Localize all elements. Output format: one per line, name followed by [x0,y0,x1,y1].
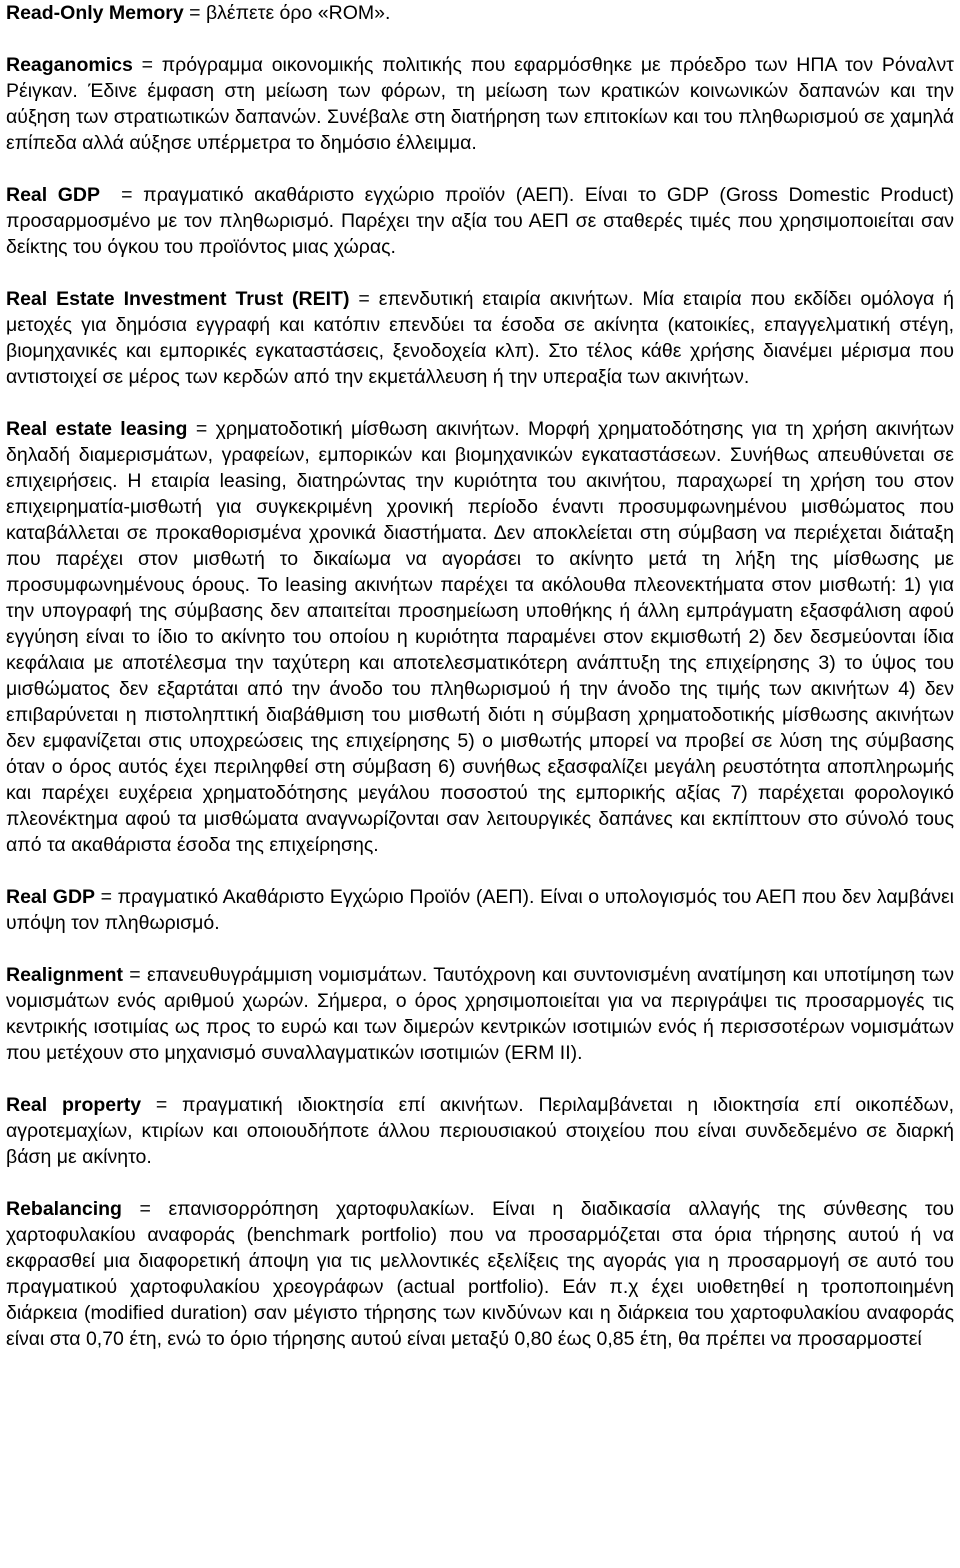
glossary-definition: = επενδυτική εταιρία ακινήτων. Μία εταιρία που εκδίδει ομόλογα ή μετοχές για δημόσια εγγραφή και κατόπιν επενδύει τα έσοδα σε ακίνητα (κατοικίες, επαγγελματική στέγη, βιομηχανικές και εμπορικές εγκαταστάσεις, ξενοδοχεία κλπ). Στο τέλος κάθε χρήσης διανέμει μέρισμα που αντιστοιχεί σε μέρος των κερδών από την εκμετάλλευση ή την υπεραξία των ακινήτων. [6,288,954,388]
glossary-term: Real property [6,1094,142,1116]
glossary-definition: = επανευθυγράμμιση νομισμάτων. Ταυτόχρονη και συντονισμένη ανατίμηση και υποτίμηση των νομισμάτων ενός αριθμού χωρών. Σήμερα, ο όρος χρησιμοποιείται για να περιγράψει τις προσαρμογές τις κεντρικής ισοτιμίας ως προς το ευρώ και των διμερών κεντρικών ισοτιμιών ενός ή περισσοτέρων νομισμάτων που μετέχουν στο μηχανισμό συναλλαγματικών ισοτιμιών (ERM II). [6,964,954,1064]
glossary-entry-reaganomics [6,52,954,156]
glossary-definition: = πραγματικό ακαθάριστο εγχώριο προϊόν (ΑΕΠ). Είναι το GDP (Gross Domestic Product) προσαρμοσμένο με τον πληθωρισμό. Παρέχει την αξία του ΑΕΠ σε σταθερές τιμές που χρησιμοποιείται σαν δείκτης του όγκου του προϊόντος μιας χώρας. [6,184,960,258]
glossary-term: Real GDP [6,184,101,206]
glossary-entry-real-gdp-2 [6,884,954,936]
glossary-term: Real GDP [6,886,96,908]
glossary-definition: = πρόγραμμα οικονομικής πολιτικής που εφαρμόσθηκε με πρόεδρο των ΗΠΑ τον Ρόναλντ Ρέιγκαν. Έδινε έμφαση στη μείωση των φόρων, τη μείωση των κρατικών κοινωνικών δαπανών και την αύξηση των στρατιωτικών δαπανών. Συνέβαλε στη διατήρηση των επιτοκίων και του πληθωρισμού σε χαμηλά επίπεδα αλλά αύξησε υπέρμετρα το δημόσιο έλλειμμα. [6,54,954,154]
glossary-entry-read-only-memory [6,0,954,26]
glossary-term: Real estate leasing [6,418,188,440]
glossary-definition: = βλέπετε όρο «ROM». [183,2,391,24]
glossary-definition: = πραγματική ιδιοκτησία επί ακινήτων. Περιλαμβάνεται η ιδιοκτησία επί οικοπέδων, αγροτεμαχίων, κτιρίων και οποιουδήποτε άλλου περιουσιακού στοιχείου που είναι συνδεδεμένο σε διαρκή βάση με ακίνητο. [6,1094,955,1168]
glossary-entry-real-gdp [6,182,960,260]
glossary-term: Rebalancing [6,1198,122,1220]
glossary-entry-real-estate-leasing [6,416,954,858]
glossary-term: Reaganomics [6,54,133,76]
glossary-entry-reit [6,286,954,390]
glossary-definition: = πραγματικό Ακαθάριστο Εγχώριο Προϊόν (ΑΕΠ). Είναι ο υπολογισμός του ΑΕΠ που δεν λαμβάνει υπόψη τον πληθωρισμό. [6,886,954,934]
glossary-term: Realignment [6,964,124,986]
glossary-definition: = επανισορρόπηση χαρτοφυλακίων. Είναι η διαδικασία αλλαγής της σύνθεσης του χαρτοφυλακίου αναφοράς (benchmark portfolio) που να προσαρμόζεται στα όρια τήρησης αυτού ή να εκφρασθεί μια διαφορετική άποψη για τις μελλοντικές εξελίξεις της αγοράς για η προσαρμογή σε αυτό του πραγματικού χαρτοφυλακίου χρεογράφων (actual portfolio). Εάν π.χ έχει υιοθετηθεί η τροποποιημένη διάρκεια (modified duration) σαν μέγιστο τήρησης των κινδύνων και η διάρκεια του χαρτοφυλακίου αναφοράς είναι στα 0,70 έτη, ενώ το όριο τήρησης αυτού είναι μεταξύ 0,80 έως 0,85 έτη, θα πρέπει να προσαρμοστεί [6,1198,954,1350]
glossary-entry-rebalancing [6,1196,954,1352]
glossary-term: Read-Only Memory [6,2,184,24]
glossary-definition: = χρηματοδοτική μίσθωση ακινήτων. Μορφή χρηματοδότησης για τη χρήση ακινήτων δηλαδή διαμερισμάτων, γραφείων, εμπορικών και βιομηχανικών εγκαταστάσεων. Συνήθως απευθύνεται σε επιχειρήσεις. Η εταιρία leasing, διατηρώντας την κυριότητα του ακινήτου, παραχωρεί τη χρήση του στον επιχειρηματία-μισθωτή για συγκεκριμένη χρονική περίοδο έναντι προσυμφωνημένου μισθώματος που καταβάλλεται σε προκαθορισμένα χρονικά διαστήματα. Δεν αποκλείεται στη σύμβαση να περιέχεται διάταξη που παρέχει στον μισθωτή το δικαίωμα να αγοράσει το ακίνητο μετά τη λήξη της μίσθωσης με προσυμφωνημένους όρους. Το leasing ακινήτων παρέχει τα ακόλουθα πλεονεκτήματα στον μισθωτή: 1) για την υπογραφή της σύμβασης δεν απαιτείται προσημείωση υποθήκης ή άλλη εμπράγματη εξασφάλιση αφού εγγύηση είναι το ίδιο το ακίνητο του οποίου η κυριότητα παραμένει στον εκμισθωτή 2) δεν δεσμεύονται ίδια κεφάλαια με αποτέλεσμα την ταχύτερη και αποτελεσματικότερη ανάπτυξη της επιχείρησης 3) το ύψος του μισθώματος δεν εξαρτάται από την άνοδο του πληθωρισμού ή την άνοδο της τιμής των ακινήτων 4) δεν επιβαρύνεται η πιστοληπτική διαβάθμιση του μισθωτή διότι η σύμβαση χρηματοδοτικής μίσθωσης ακινήτων δεν εμφανίζεται στις υποχρεώσεις της επιχείρησης 5) ο μισθωτής μπορεί να προβεί σε λύση της σύμβασης όταν ο όρος αυτός έχει περιληφθεί στη σύμβαση 6) συνήθως εξασφαλίζει μεγάλη ρευστότητα αποπληρωμής και παρέχει ευχέρεια χρηματοδότησης μεγάλου ποσοστού της εμπορικής αξίας 7) παρέχεται φορολογικό πλεονέκτημα αφού τα μισθώματα αναγνωρίζονται σαν λειτουργικές δαπάνες και εκπίπτουν στο σύνολό τους από τα ακαθάριστα έσοδα της επιχείρησης. [6,418,955,856]
glossary-entry-real-property [6,1092,954,1170]
glossary-entry-realignment [6,962,954,1066]
glossary-term: Real Estate Investment Trust (REIT) [6,288,350,310]
